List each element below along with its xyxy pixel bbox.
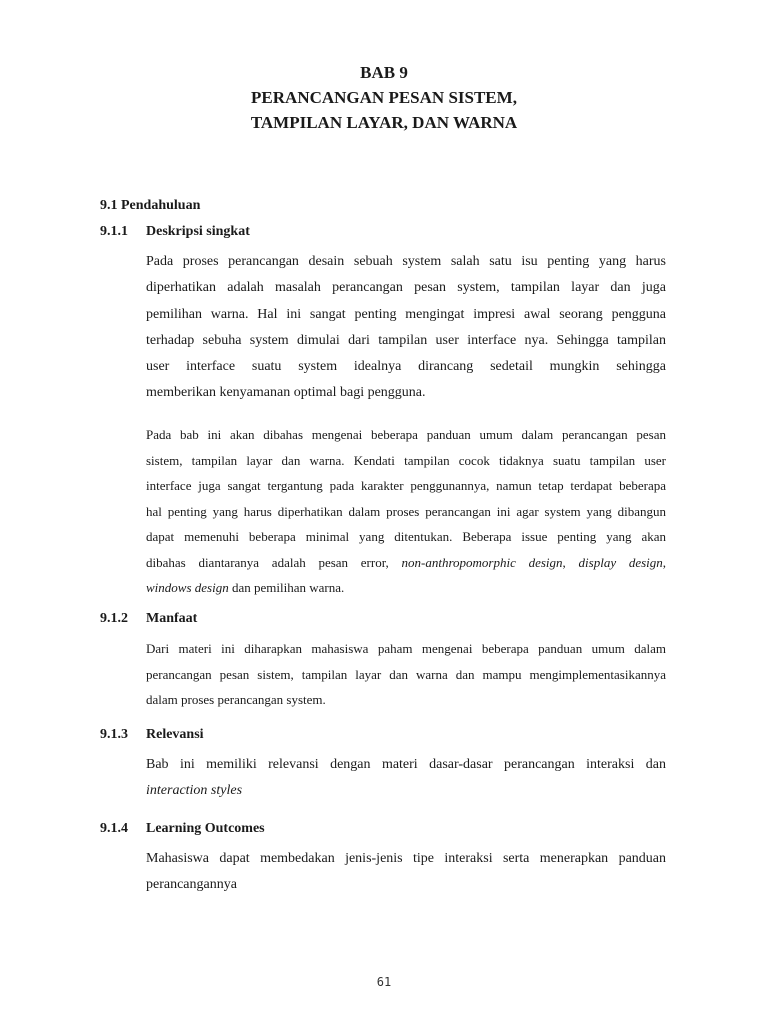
section-heading-pendahuluan: 9.1 Pendahuluan <box>100 198 201 213</box>
subsection-title: Relevansi <box>146 727 204 742</box>
paragraph-line <box>146 575 666 601</box>
subsection-number: 9.1.2 <box>100 611 128 626</box>
chapter-number: BAB 9 <box>360 63 408 82</box>
subsection-number: 9.1.4 <box>100 821 128 836</box>
chapter-title-line-1: PERANCANGAN PESAN SISTEM, <box>251 88 517 107</box>
line-text: , <box>562 554 579 570</box>
paragraph-line: Pada proses perancangan desain sebuah system salah satu isu penting yang harus <box>146 254 666 269</box>
paragraph-line: memberikan kenyamanan optimal bagi pengguna. <box>146 385 426 401</box>
paragraph-line: perancangannya <box>146 877 237 892</box>
paragraph-line: sistem, tampilan layar dan warna. Kendati tampilan cocok tidaknya suatu tampilan user <box>146 452 666 468</box>
subsection-heading-manfaat <box>100 610 197 628</box>
paragraph-line <box>146 778 666 804</box>
paragraph-manfaat <box>146 636 666 713</box>
paragraph-line: diperhatikan adalah masalah perancangan pesan system, tampilan layar dan juga <box>146 280 666 296</box>
line-text: dibahas diantaranya adalah pesan error, <box>146 554 402 570</box>
subsection-title: Learning Outcomes <box>146 821 265 836</box>
paragraph-line: user interface suatu system idealnya dirancang sedetail mungkin sehingga <box>146 359 666 375</box>
paragraph-line: dalam proses perancangan system. <box>146 692 326 707</box>
paragraph-line: interface juga sangat tergantung pada karakter penggunannya, namun tetap terdapat beberapa <box>146 478 666 493</box>
paragraph-learning-outcomes <box>146 846 666 898</box>
paragraph-line: hal penting yang harus diperhatikan dalam proses perancangan ini agar system yang dibangun <box>146 503 666 519</box>
subsection-number: 9.1.3 <box>100 727 128 742</box>
paragraph-deskripsi-2 <box>146 422 666 601</box>
subsection-heading-deskripsi <box>100 223 250 241</box>
line-text: , <box>662 554 667 570</box>
subsection-title: Deskripsi singkat <box>146 224 250 239</box>
paragraph-line: perancangan pesan sistem, tampilan layar dan warna dan mampu mengimplementasikannya <box>146 666 666 682</box>
italic-term: non-anthropomorphic design <box>401 554 563 570</box>
paragraph-line <box>146 550 666 576</box>
paragraph-deskripsi-1 <box>146 249 666 407</box>
paragraph-line: Dari materi ini diharapkan mahasiswa paham mengenai beberapa panduan umum dalam <box>146 641 666 656</box>
line-text: dan pemilihan warna. <box>228 580 345 595</box>
paragraph-relevansi <box>146 752 666 803</box>
paragraph-line: Pada bab ini akan dibahas mengenai beberapa panduan umum dalam perancangan pesan <box>146 427 666 442</box>
paragraph-line: Bab ini memiliki relevansi dengan materi dasar-dasar perancangan interaksi dan <box>146 757 666 772</box>
paragraph-line: pemilihan warna. Hal ini sangat penting mengingat impresi awal seorang pengguna <box>146 306 666 322</box>
italic-term: interaction styles <box>146 782 243 798</box>
italic-term: display design <box>578 554 663 570</box>
page-number: 61 <box>376 975 392 989</box>
paragraph-line: Mahasiswa dapat membedakan jenis-jenis tipe interaksi serta menerapkan panduan <box>146 851 666 866</box>
paragraph-line: dapat memenuhi beberapa minimal yang ditentukan. Beberapa issue penting yang akan <box>146 529 666 544</box>
subsection-heading-relevansi <box>100 726 204 744</box>
chapter-title-line-2: TAMPILAN LAYAR, DAN WARNA <box>250 113 518 132</box>
subsection-number: 9.1.1 <box>100 224 128 239</box>
italic-term: windows design <box>146 580 229 595</box>
chapter-title <box>0 60 768 135</box>
subsection-heading-learning-outcomes <box>100 820 265 838</box>
paragraph-line: terhadap sebuha system dimulai dari tampilan user interface nya. Sehingga tampilan <box>146 332 666 348</box>
subsection-title: Manfaat <box>146 611 198 626</box>
